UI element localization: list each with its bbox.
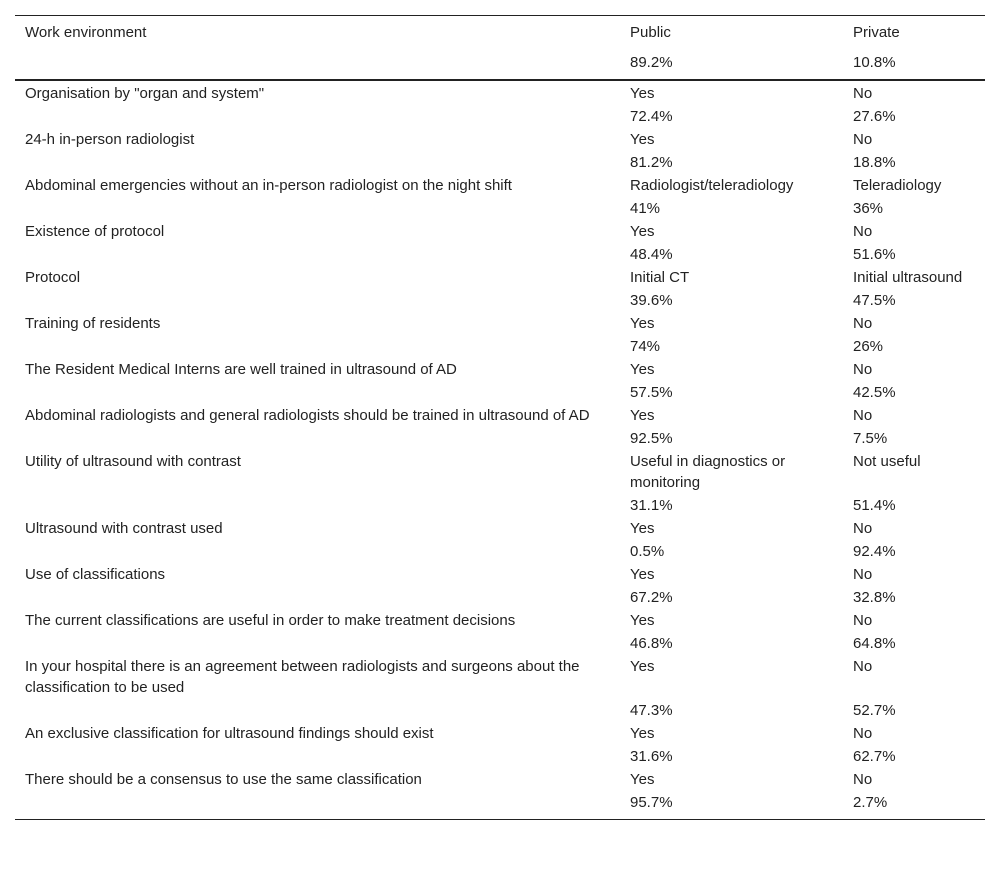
table-row-percentages <box>15 699 985 722</box>
option-2-cell: No <box>853 520 873 537</box>
question-cell: 24-h in-person radiologist <box>25 131 195 148</box>
question-cell: Organisation by "organ and system" <box>25 85 265 102</box>
table-body <box>15 80 985 820</box>
option-2-cell: No <box>853 658 873 675</box>
option-2-cell: No <box>853 315 873 332</box>
option-1-cell: Radiologist/teleradiology <box>630 177 794 194</box>
question-cell: An exclusive classification for ultrasound findings should exist <box>25 725 434 742</box>
question-cell: Existence of protocol <box>25 223 165 240</box>
option-2-cell: Initial ultrasound <box>853 269 963 286</box>
option-1-cell: Yes <box>630 85 655 102</box>
option-2-cell: No <box>853 725 873 742</box>
percent-2-cell: 92.4% <box>853 543 896 560</box>
question-cell: Use of classifications <box>25 566 166 583</box>
table-row-percentages <box>15 381 985 404</box>
option-1-cell: Yes <box>630 315 655 332</box>
empty-cell <box>15 335 620 358</box>
percent-1-cell: 39.6% <box>630 292 673 309</box>
table-row <box>15 312 985 335</box>
table-row <box>15 655 985 699</box>
percent-1-cell: 48.4% <box>630 246 673 263</box>
option-2-cell: No <box>853 85 873 102</box>
header-row <box>15 16 985 50</box>
table-row <box>15 517 985 540</box>
table-row-percentages <box>15 494 985 517</box>
empty-cell <box>15 699 620 722</box>
table-row <box>15 174 985 197</box>
question-cell: Abdominal radiologists and general radiologists should be trained in ultrasound of AD <box>25 407 590 424</box>
option-1-cell: Yes <box>630 658 655 675</box>
table-row <box>15 722 985 745</box>
survey-results-table <box>15 15 985 820</box>
percent-2-cell: 62.7% <box>853 748 896 765</box>
table-row <box>15 358 985 381</box>
header-label: Work environment <box>15 16 620 50</box>
percent-2-cell: 64.8% <box>853 635 896 652</box>
percent-2-cell: 47.5% <box>853 292 896 309</box>
empty-cell <box>15 494 620 517</box>
empty-cell <box>15 632 620 655</box>
percent-2-cell: 42.5% <box>853 384 896 401</box>
table-row <box>15 563 985 586</box>
percent-1-cell: 41% <box>630 200 661 217</box>
table-row <box>15 609 985 632</box>
table-row <box>15 128 985 151</box>
empty-cell <box>15 105 620 128</box>
percent-1-cell: 74% <box>630 338 661 355</box>
header-percent-empty <box>15 49 620 80</box>
percent-1-cell: 31.1% <box>630 497 673 514</box>
option-2-cell: Teleradiology <box>853 177 942 194</box>
option-2-cell: No <box>853 407 873 424</box>
option-2-cell: No <box>853 566 873 583</box>
percent-2-cell: 51.6% <box>853 246 896 263</box>
option-1-cell: Yes <box>630 612 655 629</box>
table-row-percentages <box>15 745 985 768</box>
question-cell: The Resident Medical Interns are well trained in ultrasound of AD <box>25 361 457 378</box>
table-row <box>15 450 985 494</box>
percent-1-cell: 92.5% <box>630 430 673 447</box>
empty-cell <box>15 791 620 820</box>
percent-2-cell: 36% <box>853 200 884 217</box>
empty-cell <box>15 381 620 404</box>
percent-2-cell: 18.8% <box>853 154 896 171</box>
option-1-cell: Initial CT <box>630 269 690 286</box>
percent-2-cell: 51.4% <box>853 497 896 514</box>
empty-cell <box>15 197 620 220</box>
empty-cell <box>15 586 620 609</box>
option-2-cell: No <box>853 223 873 240</box>
option-1-cell: Yes <box>630 361 655 378</box>
percent-1-cell: 95.7% <box>620 791 843 820</box>
table-row <box>15 404 985 427</box>
option-2-cell: No <box>853 612 873 629</box>
question-cell: Ultrasound with contrast used <box>25 520 223 537</box>
percent-2-cell: 27.6% <box>853 108 896 125</box>
option-1-cell: Yes <box>630 520 655 537</box>
question-cell: Training of residents <box>25 315 161 332</box>
option-1-cell: Useful in diagnostics or monitoring <box>630 453 786 491</box>
percent-1-cell: 57.5% <box>630 384 673 401</box>
table-header <box>15 16 985 81</box>
table-row-percentages <box>15 197 985 220</box>
percent-2-cell: 52.7% <box>853 702 896 719</box>
table-row <box>15 768 985 791</box>
empty-cell <box>15 289 620 312</box>
percent-1-cell: 31.6% <box>630 748 673 765</box>
table-row <box>15 80 985 105</box>
table-row <box>15 266 985 289</box>
percent-1-cell: 81.2% <box>630 154 673 171</box>
option-2-cell: Not useful <box>853 453 921 470</box>
table-row-percentages <box>15 289 985 312</box>
percent-2-cell: 2.7% <box>843 791 985 820</box>
option-1-cell: Yes <box>630 407 655 424</box>
empty-cell <box>15 427 620 450</box>
option-2-cell: No <box>853 771 873 788</box>
question-cell: Protocol <box>25 269 81 286</box>
header-public-percent: 89.2% <box>620 49 843 80</box>
percent-1-cell: 47.3% <box>630 702 673 719</box>
empty-cell <box>15 151 620 174</box>
option-1-cell: Yes <box>630 725 655 742</box>
question-cell: Abdominal emergencies without an in-person radiologist on the night shift <box>25 177 512 194</box>
table-row-percentages <box>15 105 985 128</box>
header-public: Public <box>620 16 843 50</box>
option-2-cell: No <box>853 131 873 148</box>
table-row-percentages <box>15 151 985 174</box>
empty-cell <box>15 540 620 563</box>
percent-1-cell: 67.2% <box>630 589 673 606</box>
table-row-percentages <box>15 427 985 450</box>
header-private: Private <box>843 16 985 50</box>
option-1-cell: Yes <box>630 223 655 240</box>
table-row-percentages <box>15 335 985 358</box>
table-row-percentages <box>15 243 985 266</box>
option-1-cell: Yes <box>630 771 655 788</box>
empty-cell <box>15 243 620 266</box>
percent-2-cell: 26% <box>853 338 884 355</box>
table-row-percentages <box>15 540 985 563</box>
question-cell: There should be a consensus to use the same classification <box>25 771 422 788</box>
header-percent-row <box>15 49 985 80</box>
percent-1-cell: 46.8% <box>630 635 673 652</box>
question-cell: In your hospital there is an agreement between radiologists and surgeons about the classification to be used <box>25 658 580 696</box>
question-cell: The current classifications are useful in order to make treatment decisions <box>25 612 516 629</box>
percent-1-cell: 72.4% <box>630 108 673 125</box>
table-row-percentages <box>15 632 985 655</box>
question-cell: Utility of ultrasound with contrast <box>25 453 241 470</box>
survey-table-container <box>15 15 985 820</box>
table-row-percentages <box>15 791 985 820</box>
option-1-cell: Yes <box>630 131 655 148</box>
empty-cell <box>15 745 620 768</box>
table-row-percentages <box>15 586 985 609</box>
option-2-cell: No <box>853 361 873 378</box>
percent-2-cell: 32.8% <box>853 589 896 606</box>
percent-1-cell: 0.5% <box>630 543 665 560</box>
option-1-cell: Yes <box>630 566 655 583</box>
percent-2-cell: 7.5% <box>853 430 888 447</box>
header-private-percent: 10.8% <box>843 49 985 80</box>
table-row <box>15 220 985 243</box>
